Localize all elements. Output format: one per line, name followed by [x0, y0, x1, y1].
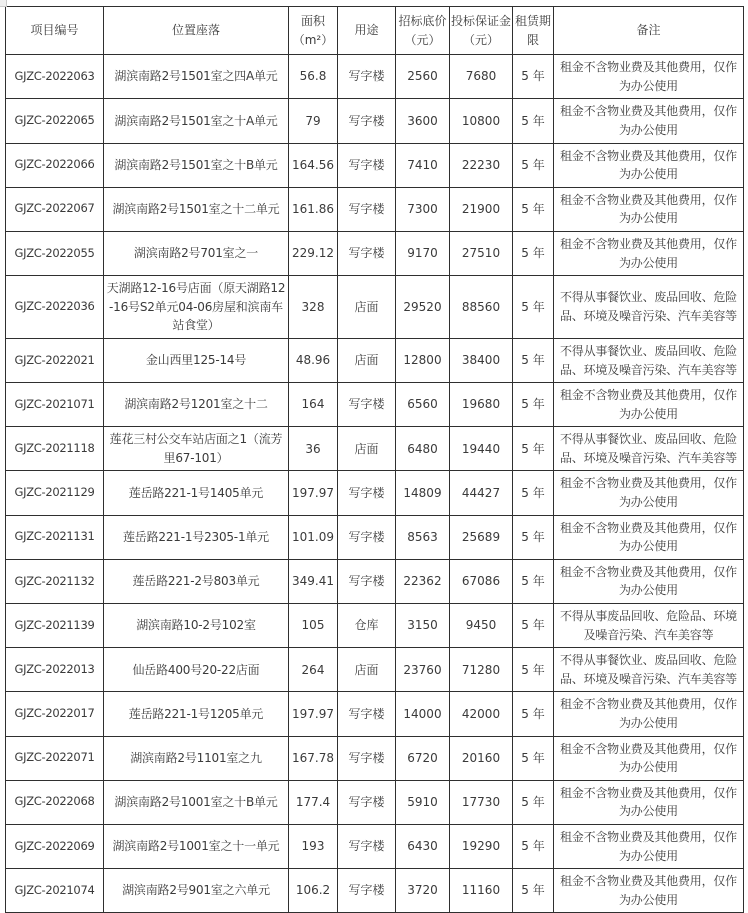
cell-floor-price: 12800	[396, 338, 450, 382]
cell-location: 湖滨南路2号1201室之十二	[104, 383, 289, 427]
cell-project-id: GJZC-2022065	[6, 99, 104, 143]
cell-deposit: 27510	[450, 231, 513, 275]
cell-area: 106.2	[289, 869, 338, 913]
table-row	[6, 338, 744, 382]
cell-deposit: 42000	[450, 692, 513, 736]
table-row	[6, 383, 744, 427]
cell-usage: 写字楼	[338, 559, 396, 603]
cell-project-id: GJZC-2022067	[6, 187, 104, 231]
table-row	[6, 471, 744, 515]
cell-deposit: 19290	[450, 824, 513, 868]
cell-area: 349.41	[289, 559, 338, 603]
table-row	[6, 648, 744, 692]
page-corner-artifact	[0, 0, 7, 7]
cell-floor-price: 9170	[396, 231, 450, 275]
table-row	[6, 780, 744, 824]
cell-remark: 租金不含物业费及其他费用，仅作为办公使用	[554, 143, 744, 187]
cell-remark: 不得从事餐饮业、废品回收、危险品、环境及噪音污染、汽车美容等	[554, 276, 744, 339]
cell-project-id: GJZC-2022021	[6, 338, 104, 382]
table-row	[6, 824, 744, 868]
cell-project-id: GJZC-2022068	[6, 780, 104, 824]
cell-remark: 租金不含物业费及其他费用，仅作为办公使用	[554, 780, 744, 824]
cell-remark: 租金不含物业费及其他费用，仅作为办公使用	[554, 869, 744, 913]
cell-remark: 不得从事废品回收、危险品、环境及噪音污染、汽车美容等	[554, 604, 744, 648]
cell-term: 5 年	[513, 187, 554, 231]
cell-project-id: GJZC-2022071	[6, 736, 104, 780]
cell-location: 湖滨南路2号1101室之九	[104, 736, 289, 780]
cell-location: 仙岳路400号20-22店面	[104, 648, 289, 692]
header-area: 面积（m²）	[289, 7, 338, 55]
cell-term: 5 年	[513, 824, 554, 868]
cell-location: 湖滨南路2号1501室之十A单元	[104, 99, 289, 143]
cell-term: 5 年	[513, 276, 554, 339]
cell-deposit: 9450	[450, 604, 513, 648]
cell-area: 264	[289, 648, 338, 692]
cell-remark: 不得从事餐饮业、废品回收、危险品、环境及噪音污染、汽车美容等	[554, 648, 744, 692]
cell-floor-price: 6720	[396, 736, 450, 780]
cell-location: 湖滨南路10-2号102室	[104, 604, 289, 648]
cell-floor-price: 3600	[396, 99, 450, 143]
cell-project-id: GJZC-2022017	[6, 692, 104, 736]
header-term: 租赁期限	[513, 7, 554, 55]
cell-deposit: 10800	[450, 99, 513, 143]
cell-remark: 租金不含物业费及其他费用，仅作为办公使用	[554, 692, 744, 736]
cell-location: 湖滨南路2号1501室之四A单元	[104, 55, 289, 99]
table-row	[6, 515, 744, 559]
cell-project-id: GJZC-2021071	[6, 383, 104, 427]
cell-usage: 写字楼	[338, 187, 396, 231]
cell-area: 36	[289, 427, 338, 471]
cell-floor-price: 7300	[396, 187, 450, 231]
cell-term: 5 年	[513, 427, 554, 471]
cell-term: 5 年	[513, 736, 554, 780]
cell-usage: 写字楼	[338, 55, 396, 99]
cell-deposit: 19440	[450, 427, 513, 471]
cell-area: 167.78	[289, 736, 338, 780]
cell-project-id: GJZC-2021074	[6, 869, 104, 913]
cell-term: 5 年	[513, 604, 554, 648]
cell-area: 164	[289, 383, 338, 427]
header-location: 位置座落	[104, 7, 289, 55]
cell-project-id: GJZC-2021139	[6, 604, 104, 648]
cell-project-id: GJZC-2021131	[6, 515, 104, 559]
cell-usage: 店面	[338, 276, 396, 339]
cell-project-id: GJZC-2021129	[6, 471, 104, 515]
cell-location: 莲岳路221-1号1205单元	[104, 692, 289, 736]
cell-deposit: 17730	[450, 780, 513, 824]
cell-deposit: 67086	[450, 559, 513, 603]
cell-area: 177.4	[289, 780, 338, 824]
table-row	[6, 231, 744, 275]
table-row	[6, 869, 744, 913]
table-row	[6, 276, 744, 339]
cell-floor-price: 6560	[396, 383, 450, 427]
cell-location: 莲花三村公交车站店面之1（流芳里67-101）	[104, 427, 289, 471]
cell-project-id: GJZC-2022013	[6, 648, 104, 692]
cell-usage: 写字楼	[338, 736, 396, 780]
cell-location: 湖滨南路2号701室之一	[104, 231, 289, 275]
cell-term: 5 年	[513, 471, 554, 515]
lease-listing-table	[5, 6, 744, 913]
cell-remark: 租金不含物业费及其他费用，仅作为办公使用	[554, 231, 744, 275]
cell-floor-price: 29520	[396, 276, 450, 339]
cell-usage: 写字楼	[338, 824, 396, 868]
table-row	[6, 99, 744, 143]
cell-deposit: 21900	[450, 187, 513, 231]
table-row	[6, 143, 744, 187]
cell-term: 5 年	[513, 869, 554, 913]
cell-floor-price: 2560	[396, 55, 450, 99]
header-row	[6, 7, 744, 55]
cell-remark: 租金不含物业费及其他费用，仅作为办公使用	[554, 559, 744, 603]
cell-area: 161.86	[289, 187, 338, 231]
cell-remark: 租金不含物业费及其他费用，仅作为办公使用	[554, 99, 744, 143]
cell-term: 5 年	[513, 559, 554, 603]
cell-term: 5 年	[513, 515, 554, 559]
cell-floor-price: 6430	[396, 824, 450, 868]
cell-location: 莲岳路221-2号803单元	[104, 559, 289, 603]
table-row	[6, 559, 744, 603]
cell-term: 5 年	[513, 780, 554, 824]
cell-project-id: GJZC-2022063	[6, 55, 104, 99]
cell-area: 193	[289, 824, 338, 868]
header-deposit: 投标保证金（元）	[450, 7, 513, 55]
cell-project-id: GJZC-2021118	[6, 427, 104, 471]
cell-remark: 租金不含物业费及其他费用，仅作为办公使用	[554, 736, 744, 780]
cell-location: 湖滨南路2号901室之六单元	[104, 869, 289, 913]
cell-area: 164.56	[289, 143, 338, 187]
cell-remark: 不得从事餐饮业、废品回收、危险品、环境及噪音污染、汽车美容等	[554, 427, 744, 471]
cell-deposit: 25689	[450, 515, 513, 559]
header-remark: 备注	[554, 7, 744, 55]
cell-area: 79	[289, 99, 338, 143]
cell-location: 湖滨南路2号1501室之十B单元	[104, 143, 289, 187]
cell-project-id: GJZC-2022066	[6, 143, 104, 187]
cell-term: 5 年	[513, 692, 554, 736]
cell-usage: 写字楼	[338, 231, 396, 275]
table-row	[6, 604, 744, 648]
cell-location: 莲岳路221-1号1405单元	[104, 471, 289, 515]
cell-project-id: GJZC-2022055	[6, 231, 104, 275]
cell-remark: 租金不含物业费及其他费用，仅作为办公使用	[554, 471, 744, 515]
cell-usage: 写字楼	[338, 780, 396, 824]
cell-area: 56.8	[289, 55, 338, 99]
table-row	[6, 427, 744, 471]
cell-remark: 租金不含物业费及其他费用，仅作为办公使用	[554, 187, 744, 231]
cell-deposit: 7680	[450, 55, 513, 99]
cell-deposit: 38400	[450, 338, 513, 382]
cell-term: 5 年	[513, 383, 554, 427]
cell-usage: 写字楼	[338, 471, 396, 515]
cell-floor-price: 5910	[396, 780, 450, 824]
cell-floor-price: 14809	[396, 471, 450, 515]
cell-location: 莲岳路221-1号2305-1单元	[104, 515, 289, 559]
cell-floor-price: 3150	[396, 604, 450, 648]
cell-floor-price: 3720	[396, 869, 450, 913]
cell-usage: 仓库	[338, 604, 396, 648]
cell-usage: 写字楼	[338, 99, 396, 143]
cell-project-id: GJZC-2022069	[6, 824, 104, 868]
cell-floor-price: 23760	[396, 648, 450, 692]
cell-deposit: 22230	[450, 143, 513, 187]
cell-term: 5 年	[513, 99, 554, 143]
cell-term: 5 年	[513, 55, 554, 99]
cell-area: 197.97	[289, 471, 338, 515]
cell-deposit: 11160	[450, 869, 513, 913]
table-row	[6, 187, 744, 231]
cell-usage: 店面	[338, 427, 396, 471]
cell-area: 229.12	[289, 231, 338, 275]
cell-location: 湖滨南路2号1001室之十B单元	[104, 780, 289, 824]
cell-project-id: GJZC-2021132	[6, 559, 104, 603]
table-row	[6, 55, 744, 99]
cell-term: 5 年	[513, 338, 554, 382]
cell-deposit: 71280	[450, 648, 513, 692]
cell-deposit: 88560	[450, 276, 513, 339]
cell-usage: 写字楼	[338, 143, 396, 187]
table-row	[6, 736, 744, 780]
cell-usage: 写字楼	[338, 692, 396, 736]
cell-remark: 不得从事餐饮业、废品回收、危险品、环境及噪音污染、汽车美容等	[554, 338, 744, 382]
cell-area: 328	[289, 276, 338, 339]
cell-location: 天湖路12-16号店面（原天湖路12-16号S2单元04-06房屋和滨南车站食堂）	[104, 276, 289, 339]
cell-usage: 写字楼	[338, 515, 396, 559]
cell-deposit: 19680	[450, 383, 513, 427]
cell-remark: 租金不含物业费及其他费用，仅作为办公使用	[554, 383, 744, 427]
cell-location: 湖滨南路2号1001室之十一单元	[104, 824, 289, 868]
cell-usage: 店面	[338, 648, 396, 692]
cell-term: 5 年	[513, 143, 554, 187]
cell-floor-price: 22362	[396, 559, 450, 603]
cell-usage: 写字楼	[338, 869, 396, 913]
header-project-id: 项目编号	[6, 7, 104, 55]
table-body	[6, 55, 744, 913]
table-row	[6, 692, 744, 736]
cell-floor-price: 8563	[396, 515, 450, 559]
cell-usage: 店面	[338, 338, 396, 382]
cell-area: 105	[289, 604, 338, 648]
cell-deposit: 44427	[450, 471, 513, 515]
cell-area: 48.96	[289, 338, 338, 382]
cell-usage: 写字楼	[338, 383, 396, 427]
header-usage: 用途	[338, 7, 396, 55]
cell-remark: 租金不含物业费及其他费用，仅作为办公使用	[554, 824, 744, 868]
cell-floor-price: 14000	[396, 692, 450, 736]
cell-location: 湖滨南路2号1501室之十二单元	[104, 187, 289, 231]
cell-area: 101.09	[289, 515, 338, 559]
cell-remark: 租金不含物业费及其他费用，仅作为办公使用	[554, 55, 744, 99]
cell-area: 197.97	[289, 692, 338, 736]
cell-location: 金山西里125-14号	[104, 338, 289, 382]
cell-floor-price: 7410	[396, 143, 450, 187]
header-floor-price: 招标底价（元）	[396, 7, 450, 55]
cell-term: 5 年	[513, 231, 554, 275]
cell-deposit: 20160	[450, 736, 513, 780]
cell-term: 5 年	[513, 648, 554, 692]
cell-floor-price: 6480	[396, 427, 450, 471]
cell-project-id: GJZC-2022036	[6, 276, 104, 339]
cell-remark: 租金不含物业费及其他费用，仅作为办公使用	[554, 515, 744, 559]
